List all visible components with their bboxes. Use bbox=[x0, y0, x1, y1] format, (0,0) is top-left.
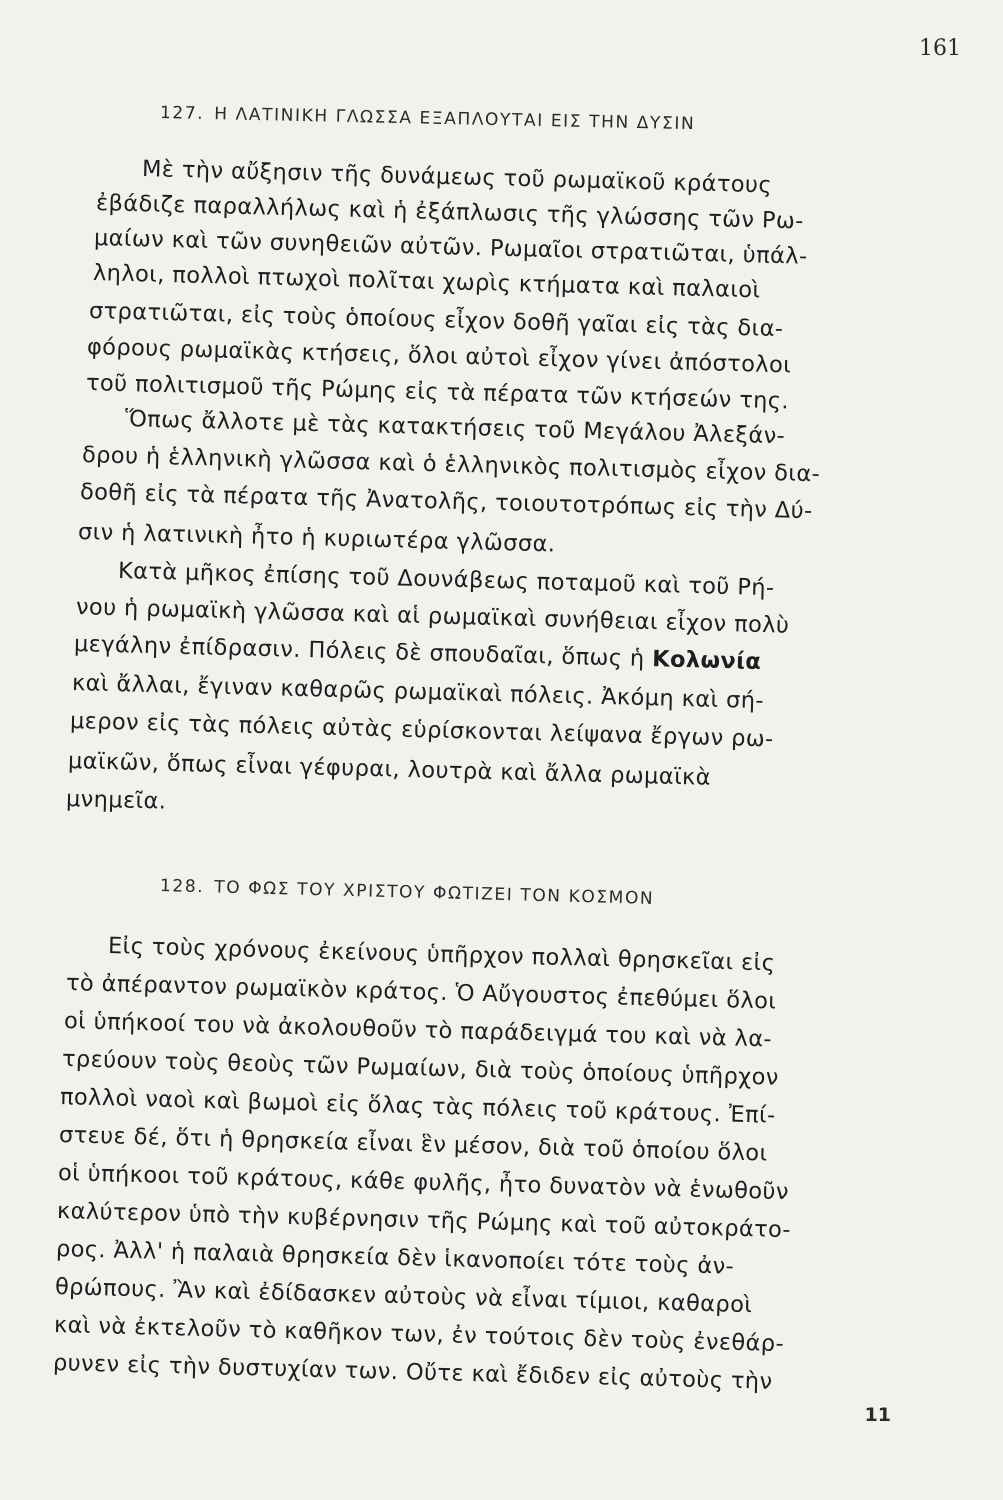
text-line: σιν ἡ λατινικὴ ἦτο ἡ κυριωτέρα γλῶσσα. bbox=[77, 519, 556, 558]
text-segment: μεγάλην ἐπίδρασιν. Πόλεις δὲ σπουδαῖαι, ὅπως ἡ bbox=[73, 631, 645, 672]
text-line: καὶ ἄλλαι, ἔγιναν καθαρῶς ρωμαϊκαὶ πόλεις. Ἀκόμη καὶ σή- bbox=[71, 670, 765, 715]
text-line: πολλοὶ ναοὶ καὶ βωμοὶ εἰς ὅλας τὰς πόλεις τοῦ κράτους. Ἐπί- bbox=[59, 1084, 776, 1129]
text-line: οἱ ὑπήκοοι τοῦ κράτους, κάθε φυλῆς, ἦτο δυνατὸν νὰ ἑνωθοῦν bbox=[57, 1160, 790, 1206]
section-title: ΤΟ ΦΩΣ ΤΟΥ ΧΡΙΣΤΟΥ ΦΩΤΙΖΕΙ ΤΟΝ ΚΟΣΜΟΝ bbox=[213, 877, 655, 909]
text-line bbox=[74, 633, 762, 673]
text-line: ληλοι, πολλοὶ πτωχοὶ πολῖται χωρὶς κτήματα καὶ παλαιοὶ bbox=[92, 260, 761, 304]
text-line: μνημεῖα. bbox=[65, 786, 167, 815]
text-line: καλύτερον ὑπὸ τὴν κυβέρνησιν τῆς Ρώμης καὶ τοῦ αὐτοκράτο- bbox=[56, 1198, 792, 1244]
text-line: Μὲ τὴν αὔξησιν τῆς δυνάμεως τοῦ ρωμαϊκοῦ κράτους bbox=[141, 156, 773, 199]
text-line: μαϊκῶν, ὅπως εἶναι γέφυραι, λουτρὰ καὶ ἄλλα ρωμαϊκὰ bbox=[67, 748, 712, 791]
section-heading-128 bbox=[160, 876, 655, 909]
text-line: τοῦ πολιτισμοῦ τῆς Ρώμης εἰς τὰ πέρατα τῶν κτήσεών της. bbox=[85, 370, 790, 415]
text-line: ἐβάδιζε παραλλήλως καὶ ἡ ἐξάπλωσις τῆς γλώσσης τῶν Ρω- bbox=[95, 190, 805, 235]
text-line: θρώπους. Ἂν καὶ ἐδίδασκεν αὐτοὺς νὰ εἶναι τίμιοι, καθαροὶ bbox=[54, 1274, 753, 1319]
text-line: τρεύουν τοὺς θεοὺς τῶν Ρωμαίων, διὰ τοὺς ὁποίους ὑπῆρχον bbox=[61, 1046, 780, 1091]
text-line: τὸ ἀπέραντον ρωμαϊκὸν κράτος. Ὁ Αὔγουστος ἐπεθύμει ὅλοι bbox=[65, 970, 777, 1015]
text-line: νου ἡ ρωμαϊκὴ γλῶσσα καὶ αἱ ρωμαϊκαὶ συνήθειαι εἶχον πολὺ bbox=[75, 594, 790, 639]
text-line: ρος. Ἀλλ' ἡ παλαιὰ θρησκεία δὲν ἱκανοποίει τότε τοὺς ἀν- bbox=[55, 1236, 735, 1280]
section-title: Η ΛΑΤΙΝΙΚΗ ΓΛΩΣΣΑ ΕΞΑΠΛΟΥΤΑΙ ΕΙΣ ΤΗΝ ΔΥΣΙΝ bbox=[214, 104, 696, 135]
text-line: στρατιῶται, εἰς τοὺς ὁποίους εἶχον δοθῆ γαῖαι εἰς τὰς δια- bbox=[88, 298, 784, 343]
text-line: καὶ νὰ ἐκτελοῦν τὸ καθῆκον των, ἐν τούτοις δὲν τοὺς ἐνεθάρ- bbox=[53, 1312, 785, 1358]
text-line: Εἰς τοὺς χρόνους ἐκείνους ὑπῆρχον πολλαὶ θρησκεῖαι εἰς bbox=[107, 933, 776, 977]
section-number: 127. bbox=[159, 103, 205, 124]
text-line: Ὅπως ἄλλοτε μὲ τὰς κατακτήσεις τοῦ Μεγάλου Ἀλεξάν- bbox=[124, 406, 786, 450]
text-line: Κατὰ μῆκος ἐπίσης τοῦ Δουνάβεως ποταμοῦ καὶ τοῦ Ρή- bbox=[117, 558, 775, 602]
text-line: δρου ἡ ἑλληνικὴ γλῶσσα καὶ ὁ ἑλληνικὸς πολιτισμὸς εἶχον δια- bbox=[81, 442, 821, 488]
page-number: 161 bbox=[919, 36, 961, 61]
bold-place-name: Κολωνία bbox=[651, 646, 762, 675]
section-heading-127 bbox=[160, 103, 696, 134]
section-number: 128. bbox=[159, 876, 205, 898]
text-line: φόρους ρωμαϊκὰς κτήσεις, ὅλοι αὐτοὶ εἶχον γίνει ἀπόστολοι bbox=[86, 334, 792, 379]
text-line: στευε δέ, ὅτι ἡ θρησκεία εἶναι ἓν μέσον, διὰ τοῦ ὁποίου ὅλοι bbox=[58, 1122, 768, 1167]
signature-mark: 11 bbox=[864, 1404, 891, 1426]
text-line: δοθῆ εἰς τὰ πέρατα τῆς Ἀνατολῆς, τοιουτοτρόπως εἰς τὴν Δύ- bbox=[79, 479, 813, 525]
text-line: οἱ ὑπήκοοί του νὰ ἀκολουθοῦν τὸ παράδειγμά του καὶ νὰ λα- bbox=[63, 1008, 773, 1053]
text-line: μερον εἰς τὰς πόλεις αὐτὰς εὑρίσκονται λείψανα ἔργων ρω- bbox=[69, 708, 774, 753]
text-line: μαίων καὶ τῶν συνηθειῶν αὐτῶν. Ρωμαῖοι στρατιῶται, ὑπάλ- bbox=[93, 225, 808, 270]
text-line: ρυνεν εἰς τὴν δυστυχίαν των. Οὔτε καὶ ἔδιδεν εἰς αὐτοὺς τὴν bbox=[52, 1350, 773, 1395]
